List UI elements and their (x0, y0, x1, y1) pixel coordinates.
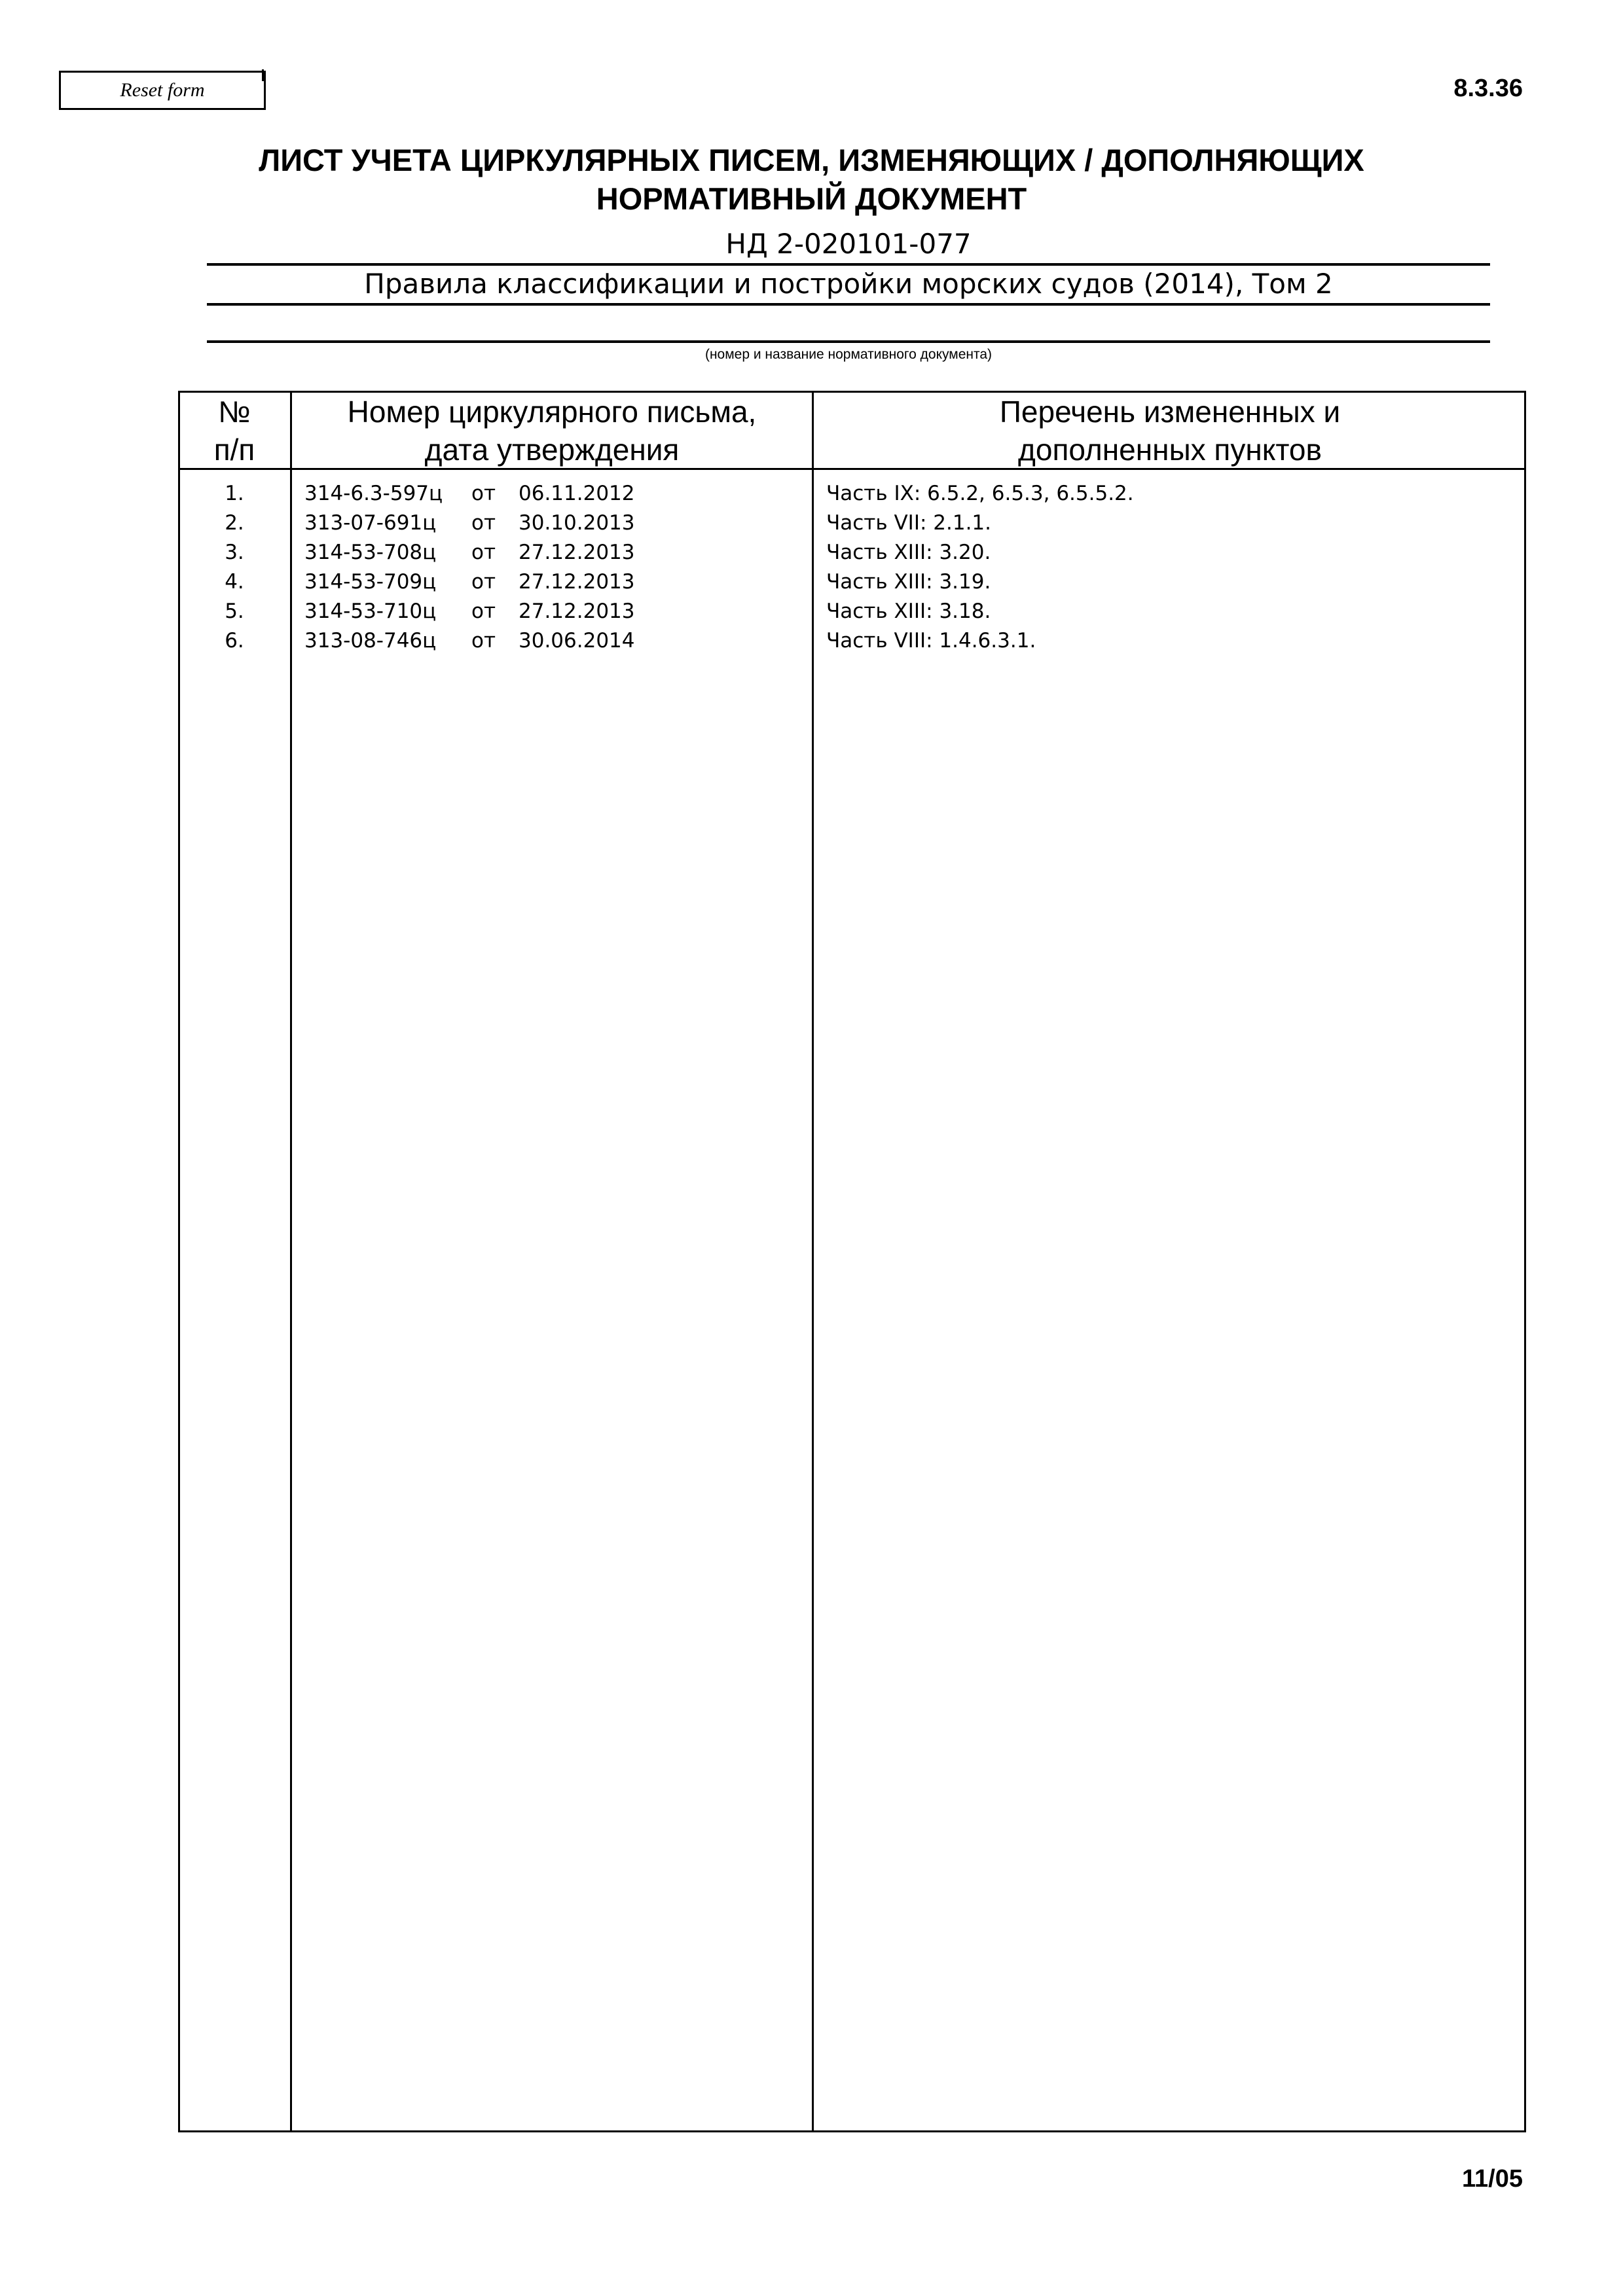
document-name-field[interactable]: Правила классификации и постройки морских судов (2014), Том 2 (364, 268, 1333, 300)
table-header-letter-line-2: дата утверждения (424, 433, 680, 467)
changed-items: Часть VII: 2.1.1. (826, 511, 991, 535)
changed-items: Часть XIII: 3.18. (826, 600, 991, 623)
row-number: 6. (225, 629, 244, 653)
changed-items: Часть IX: 6.5.2, 6.5.3, 6.5.5.2. (826, 482, 1134, 505)
document-number-field[interactable]: НД 2-020101-077 (725, 228, 972, 260)
circular-letter-number: 313-07-691ц (304, 511, 437, 535)
row-number: 4. (225, 570, 244, 594)
approval-date: 30.10.2013 (519, 511, 635, 535)
page-number: 11/05 (1462, 2165, 1523, 2193)
row-number: 1. (225, 482, 244, 505)
date-prefix: от (471, 629, 496, 653)
table-header-items-line-1: Перечень измененных и (999, 395, 1341, 429)
document-extra-line (207, 340, 1490, 343)
table-header-letter (292, 394, 812, 467)
row-number: 5. (225, 600, 244, 623)
table-row (178, 479, 1526, 509)
table-header-number (178, 394, 291, 467)
table-header-items-line-2: дополненных пунктов (1018, 433, 1322, 467)
page-title-line-2: НОРМАТИВНЫЙ ДОКУМЕНТ (596, 181, 1027, 216)
table-row (178, 538, 1526, 567)
changed-items: Часть XIII: 3.19. (826, 570, 991, 594)
table-body[interactable] (178, 479, 1526, 656)
changed-items: Часть XIII: 3.20. (826, 541, 991, 564)
circular-letter-number: 314-6.3-597ц (304, 482, 443, 505)
table-header-number-line-1: № (218, 395, 251, 429)
table-row (178, 597, 1526, 626)
circular-letter-number: 313-08-746ц (304, 629, 437, 653)
page-title-line-1: ЛИСТ УЧЕТА ЦИРКУЛЯРНЫХ ПИСЕМ, ИЗМЕНЯЮЩИХ / ДОПОЛНЯЮЩИХ (259, 143, 1364, 177)
approval-date: 27.12.2013 (519, 570, 635, 594)
document-name-underline (207, 303, 1490, 306)
form-code: 8.3.36 (1453, 75, 1523, 102)
row-number: 3. (225, 541, 244, 564)
approval-date: 27.12.2013 (519, 541, 635, 564)
date-prefix: от (471, 511, 496, 535)
reset-form-button[interactable] (59, 71, 266, 110)
date-prefix: от (471, 600, 496, 623)
circular-letter-number: 314-53-708ц (304, 541, 437, 564)
table-row (178, 509, 1526, 538)
approval-date: 06.11.2012 (519, 482, 635, 505)
reset-form-marker (262, 69, 264, 81)
date-prefix: от (471, 541, 496, 564)
table-row (178, 567, 1526, 597)
table-row (178, 626, 1526, 656)
approval-date: 27.12.2013 (519, 600, 635, 623)
table-header-items (814, 394, 1526, 467)
reset-form-label: Reset form (120, 79, 205, 101)
circular-letter-number: 314-53-709ц (304, 570, 437, 594)
circular-letter-number: 314-53-710ц (304, 600, 437, 623)
table-header-letter-line-1: Номер циркулярного письма, (347, 395, 757, 429)
changed-items: Часть VIII: 1.4.6.3.1. (826, 629, 1036, 653)
approval-date: 30.06.2014 (519, 629, 635, 653)
table-header-number-line-2: п/п (213, 433, 255, 467)
document-caption: (номер и название нормативного документа) (704, 347, 993, 362)
date-prefix: от (471, 482, 496, 505)
date-prefix: от (471, 570, 496, 594)
row-number: 2. (225, 511, 244, 535)
